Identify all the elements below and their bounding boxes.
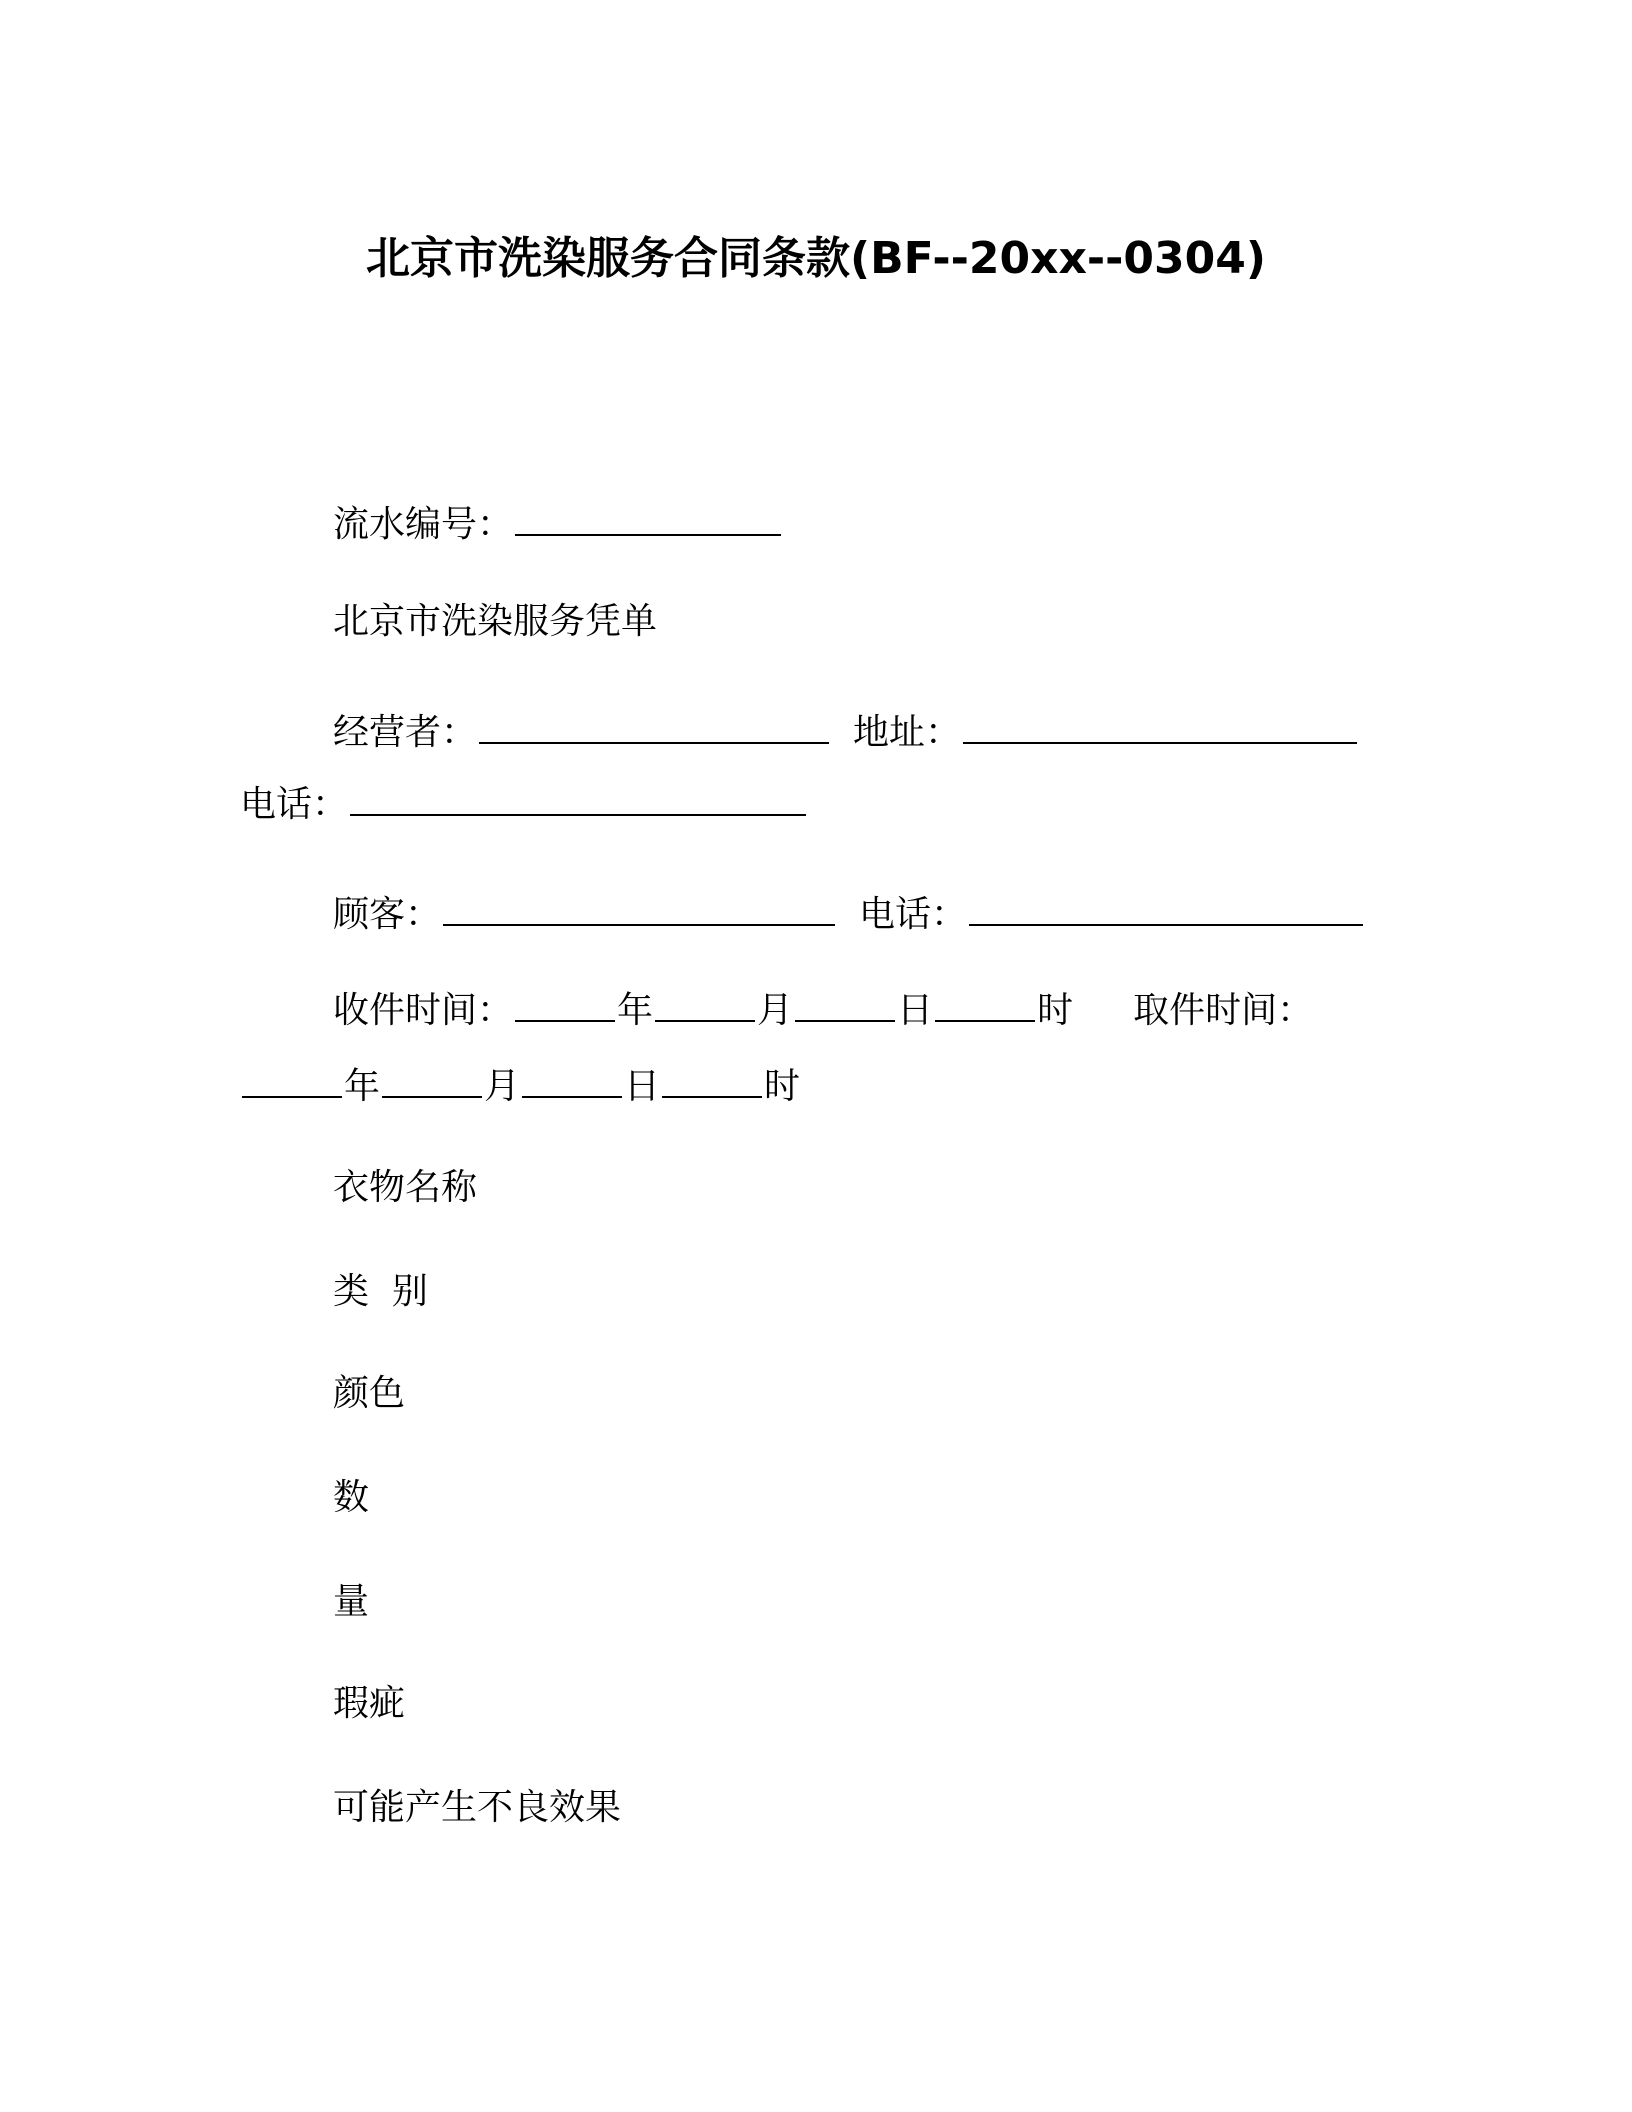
receive-day-unit: 日 [897, 990, 934, 1031]
operator-label: 经营者： [333, 712, 478, 753]
address-label: 地址： [853, 712, 962, 753]
receive-day-field[interactable] [795, 984, 895, 1022]
receive-hour-field[interactable] [935, 984, 1035, 1022]
receive-hour-unit: 时 [1037, 990, 1074, 1031]
field-color: 颜色 [333, 1373, 406, 1414]
field-quantity-1: 数 [333, 1477, 370, 1518]
pickup-time-label: 取件时间： [1133, 990, 1314, 1031]
operator-line [333, 706, 1359, 757]
operator-phone-label: 电话： [240, 784, 349, 825]
field-defects: 瑕疵 [333, 1683, 406, 1724]
pickup-year-field[interactable] [242, 1060, 342, 1098]
receive-time-label: 收件时间： [333, 990, 514, 1031]
operator-phone-line [240, 778, 808, 829]
pickup-hour-unit: 时 [764, 1066, 801, 1107]
field-category: 类 别 [333, 1271, 428, 1312]
voucher-title: 北京市洗染服务凭单 [333, 601, 658, 642]
receive-year-unit: 年 [617, 990, 654, 1031]
operator-field[interactable] [479, 706, 829, 744]
receive-year-field[interactable] [515, 984, 615, 1022]
pickup-month-unit: 月 [484, 1066, 521, 1107]
pickup-hour-field[interactable] [662, 1060, 762, 1098]
pickup-month-field[interactable] [382, 1060, 482, 1098]
field-possible-adverse-effects: 可能产生不良效果 [333, 1787, 622, 1828]
receive-month-unit: 月 [757, 990, 794, 1031]
pickup-year-unit: 年 [344, 1066, 381, 1107]
serial-number-line [333, 498, 783, 549]
customer-phone-field[interactable] [969, 888, 1363, 926]
serial-number-label: 流水编号： [333, 504, 514, 545]
receive-month-field[interactable] [655, 984, 755, 1022]
pickup-day-unit: 日 [624, 1066, 661, 1107]
customer-phone-label: 电话： [859, 894, 968, 935]
field-quantity-2: 量 [333, 1581, 370, 1622]
operator-phone-field[interactable] [350, 778, 806, 816]
address-field[interactable] [963, 706, 1357, 744]
customer-label: 顾客： [333, 894, 442, 935]
customer-line [333, 888, 1365, 939]
document-title: 北京市洗染服务合同条款(BF--20xx--0304) [366, 233, 1266, 284]
receive-time-line [333, 984, 1313, 1035]
pickup-time-line [240, 1060, 800, 1111]
customer-field[interactable] [443, 888, 835, 926]
field-clothing-name: 衣物名称 [333, 1167, 478, 1208]
serial-number-field[interactable] [515, 498, 781, 536]
pickup-day-field[interactable] [522, 1060, 622, 1098]
